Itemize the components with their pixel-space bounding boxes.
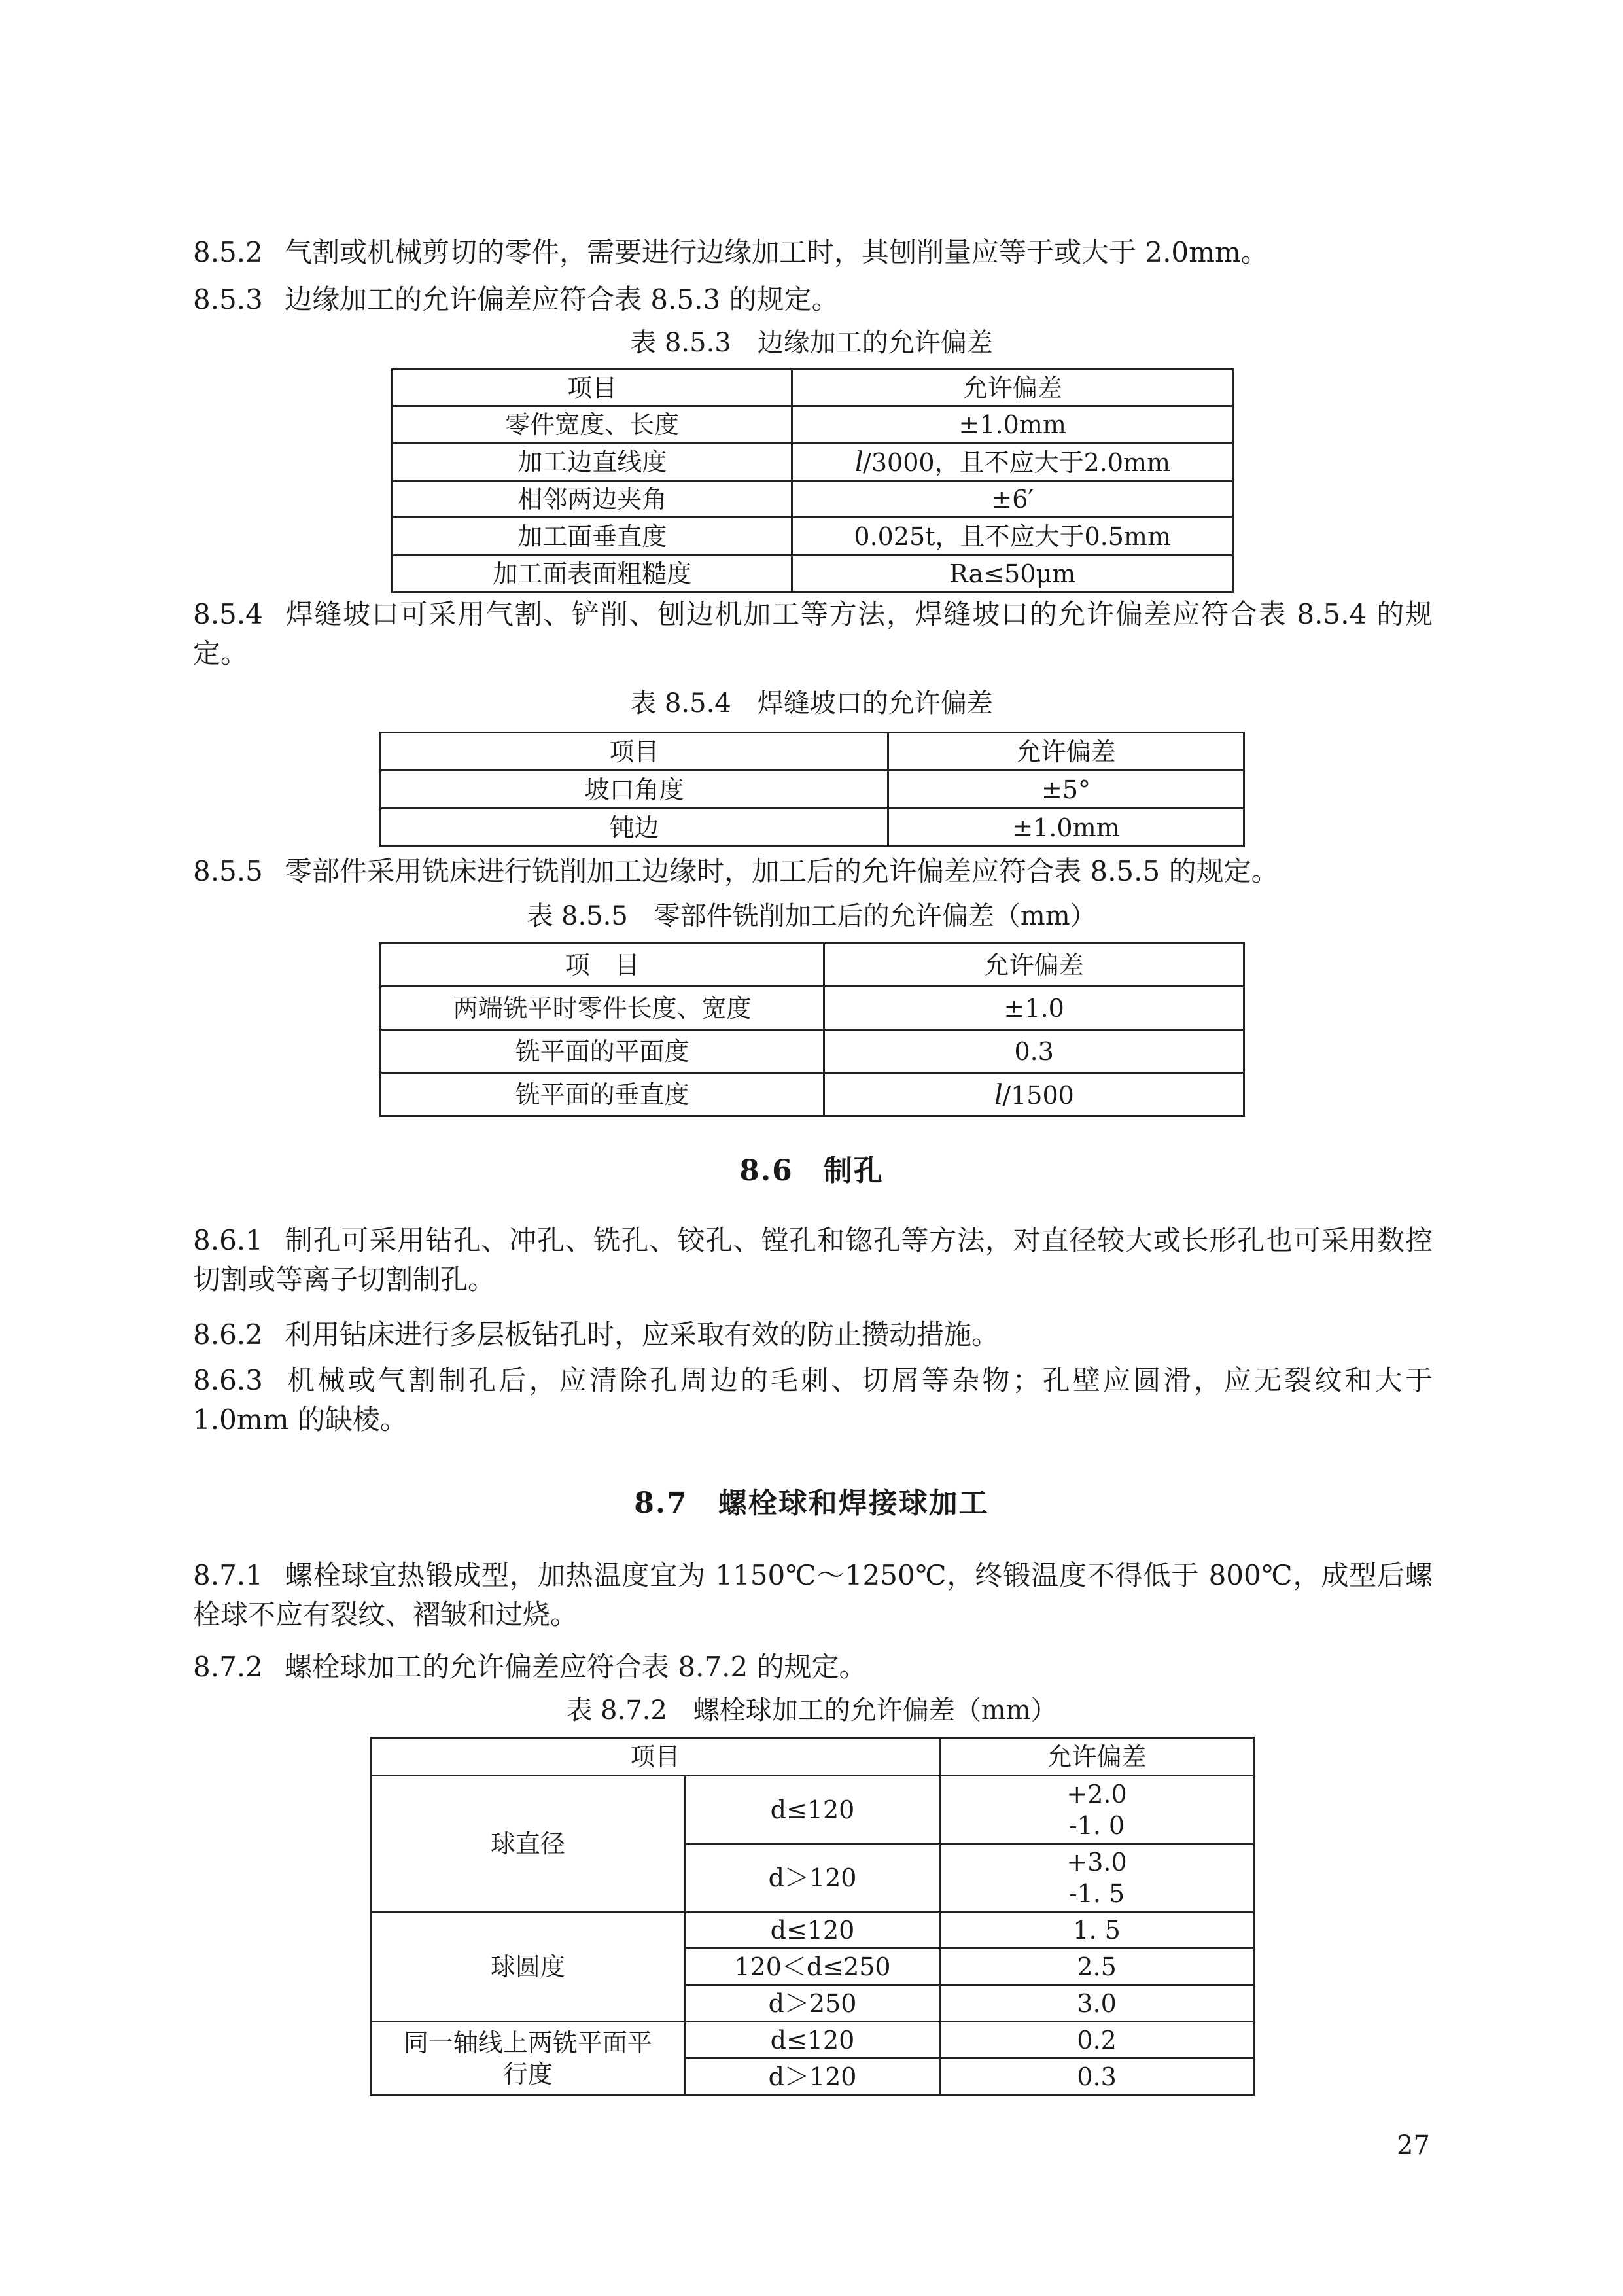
- table-8-7-2: [370, 1737, 1255, 2096]
- table-cell: 0.2: [940, 2022, 1254, 2058]
- length-symbol: l: [854, 444, 864, 478]
- table-cell: d≤120: [685, 2022, 939, 2058]
- table-cell: 钝边: [381, 809, 888, 847]
- table-cell: 0.3: [940, 2058, 1254, 2095]
- clause-text: 利用钻床进行多层板钻孔时，应采取有效的防止攒动措施。: [285, 1318, 1000, 1351]
- table-cell: 0.025t，且不应大于0.5mm: [792, 518, 1233, 556]
- section-heading-8-7: 8.7 螺栓球和焊接球加工: [634, 1487, 989, 1520]
- clause-text: 螺栓球宜热锻成型，加热温度宜为 1150℃～1250℃，终锻温度不得低于 800℃，成型后螺栓球不应有裂纹、褶皱和过烧。: [193, 1559, 1433, 1631]
- clause-number: 8.7.2: [193, 1651, 263, 1683]
- table-cell: 120＜d≤250: [685, 1949, 939, 1985]
- table-cell: 0.3: [824, 1030, 1244, 1073]
- table-cell: l/3000，且不应大于2.0mm: [792, 443, 1233, 481]
- clause-8-6-3: [193, 1361, 1433, 1445]
- table-cell: 相邻两边夹角: [393, 481, 792, 518]
- table-8-5-3: [391, 368, 1234, 593]
- table-cell: d≤120: [685, 1776, 939, 1844]
- table-8-5-3-caption: 表 8.5.3 边缘加工的允许偏差: [630, 328, 993, 358]
- table-row: [371, 2022, 1254, 2058]
- clause-text: 制孔可采用钻孔、冲孔、铣孔、铰孔、镗孔和锪孔等方法，对直径较大或长形孔也可采用数控切割或等离子切割制孔。: [193, 1224, 1433, 1296]
- table-cell: 两端铣平时零件长度、宽度: [381, 987, 824, 1030]
- clause-8-7-2: [193, 1648, 1433, 1687]
- clause-8-5-5: [193, 852, 1433, 891]
- table-header: 项目: [381, 733, 888, 771]
- table-cell: d≤120: [685, 1912, 939, 1949]
- table-cell: Ra≤50μm: [792, 556, 1233, 592]
- table-cell: ±1.0mm: [888, 809, 1244, 847]
- table-header: 允许偏差: [824, 944, 1244, 987]
- clause-text: 气割或机械剪切的零件，需要进行边缘加工时，其刨削量应等于或大于 2.0mm。: [285, 236, 1268, 268]
- table-header: 允许偏差: [888, 733, 1244, 771]
- clause-8-6-2: [193, 1315, 1433, 1354]
- table-8-5-5-caption: 表 8.5.5 零部件铣削加工后的允许偏差（mm）: [527, 901, 1096, 931]
- table-row: [371, 1912, 1254, 1949]
- clause-8-6-1: [193, 1221, 1433, 1305]
- table-header: 项目: [393, 370, 792, 406]
- table-cell: ±6′: [792, 481, 1233, 518]
- table-cell: 同一轴线上两铣平面平行度: [371, 2022, 686, 2095]
- table-row: [393, 481, 1233, 518]
- clause-8-5-3: [193, 280, 1433, 319]
- table-cell: 1. 5: [940, 1912, 1254, 1949]
- table-8-5-5: [379, 942, 1245, 1117]
- table-header: 项目: [371, 1738, 940, 1776]
- clause-number: 8.6.3: [193, 1364, 263, 1396]
- clause-number: 8.5.3: [193, 283, 263, 315]
- clause-text: 零部件采用铣床进行铣削加工边缘时，加工后的允许偏差应符合表 8.5.5 的规定。: [285, 855, 1279, 887]
- table-8-7-2-caption: 表 8.7.2 螺栓球加工的允许偏差（mm）: [566, 1695, 1057, 1725]
- table-cell: 零件宽度、长度: [393, 406, 792, 443]
- table-8-5-4: [379, 732, 1245, 847]
- table-header: 允许偏差: [792, 370, 1233, 406]
- table-cell: 3.0: [940, 1985, 1254, 2022]
- table-cell: 坡口角度: [381, 771, 888, 809]
- table-cell: 球直径: [371, 1776, 686, 1912]
- table-cell: 铣平面的垂直度: [381, 1073, 824, 1116]
- clause-8-7-1: [193, 1556, 1433, 1640]
- table-header: 项 目: [381, 944, 824, 987]
- table-row: [381, 809, 1244, 847]
- table-row: [393, 556, 1233, 592]
- section-heading-8-6: 8.6 制孔: [739, 1154, 884, 1188]
- table-header: 允许偏差: [940, 1738, 1254, 1776]
- clause-number: 8.6.1: [193, 1224, 263, 1256]
- table-cell: +2.0 -1. 0: [940, 1776, 1254, 1844]
- table-row: [381, 1030, 1244, 1073]
- table-cell: 加工边直线度: [393, 443, 792, 481]
- clause-number: 8.5.4: [193, 598, 263, 630]
- table-cell: +3.0 -1. 5: [940, 1844, 1254, 1912]
- clause-number: 8.6.2: [193, 1318, 263, 1351]
- table-cell: d＞120: [685, 1844, 939, 1912]
- table-row: [381, 987, 1244, 1030]
- table-row: [393, 518, 1233, 556]
- table-row: [371, 1776, 1254, 1844]
- table-row: [393, 443, 1233, 481]
- table-8-5-4-caption: 表 8.5.4 焊缝坡口的允许偏差: [630, 688, 993, 718]
- clause-text: 边缘加工的允许偏差应符合表 8.5.3 的规定。: [285, 283, 839, 315]
- table-cell: 球圆度: [371, 1912, 686, 2022]
- table-cell: l/1500: [824, 1073, 1244, 1116]
- clause-8-5-2: [193, 233, 1433, 272]
- clause-text: 机械或气割制孔后，应清除孔周边的毛刺、切屑等杂物；孔壁应圆滑，应无裂纹和大于 1.0mm 的缺棱。: [193, 1364, 1433, 1436]
- table-row: [381, 1073, 1244, 1116]
- clause-number: 8.7.1: [193, 1559, 263, 1591]
- length-symbol: l: [994, 1076, 1003, 1110]
- table-cell: d＞120: [685, 2058, 939, 2095]
- table-row: [381, 771, 1244, 809]
- table-cell: 铣平面的平面度: [381, 1030, 824, 1073]
- clause-number: 8.5.2: [193, 236, 263, 268]
- clause-text: 螺栓球加工的允许偏差应符合表 8.7.2 的规定。: [285, 1651, 867, 1683]
- table-cell: d＞250: [685, 1985, 939, 2022]
- table-cell: ±1.0: [824, 987, 1244, 1030]
- table-cell: 2.5: [940, 1949, 1254, 1985]
- table-cell: 加工面表面粗糙度: [393, 556, 792, 592]
- clause-8-5-4: [193, 595, 1433, 679]
- table-cell: ±5°: [888, 771, 1244, 809]
- clause-number: 8.5.5: [193, 855, 263, 887]
- table-cell: ±1.0mm: [792, 406, 1233, 443]
- table-row: [393, 406, 1233, 443]
- clause-text: 焊缝坡口可采用气割、铲削、刨边机加工等方法，焊缝坡口的允许偏差应符合表 8.5.4 的规定。: [193, 598, 1433, 669]
- page-number: 27: [1397, 2130, 1430, 2161]
- table-cell: 加工面垂直度: [393, 518, 792, 556]
